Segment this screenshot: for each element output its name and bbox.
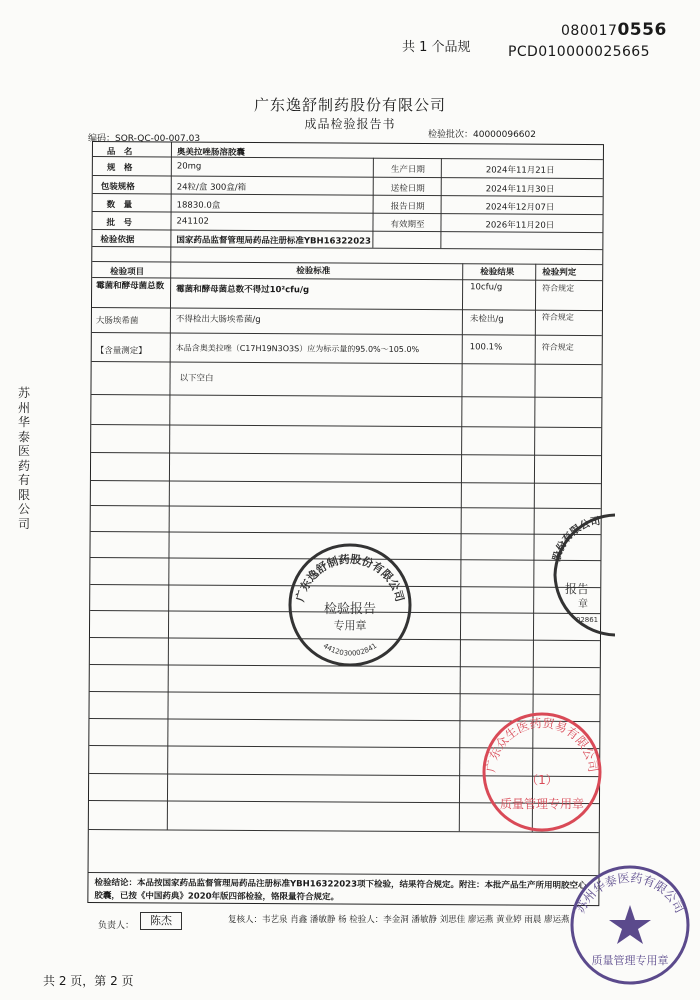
row-item: 霉菌和酵母菌总数 — [96, 281, 165, 292]
conclusion-text: 检验结论：本品按国家药品监督管理局药品注册标准YBH16322023项下检验，结果符合规定。附注：本批产品生产所用明胶空心胶囊，已按《中国药典》2020年版四部检验，铬限量符合规定。 — [94, 878, 587, 903]
basis-label: 检验依据 — [100, 235, 135, 246]
row-standard: 本品含奥美拉唑（C17H19N3O3S）应为标示量的95.0%～105.0% — [175, 343, 420, 355]
quantity-value: 18830.0盒 — [176, 200, 221, 211]
partial-seal-outer-text: 股份有限公司 — [551, 515, 602, 563]
serial-suffix: 0556 — [617, 20, 667, 40]
pcd-serial: PCD010000025665 — [508, 44, 650, 60]
header-judgement: 检验判定 — [542, 267, 577, 278]
expiry-label: 有效期至 — [390, 219, 425, 231]
spec-label: 规 格 — [106, 163, 133, 174]
header-result: 检验结果 — [480, 267, 515, 278]
seal-inner-text: 检验报告 — [323, 602, 377, 617]
partial-seal-code: 02861 — [575, 616, 599, 624]
row-result: 未检出/g — [469, 314, 504, 325]
spec-value: 20mg — [176, 161, 202, 172]
row-item: 大肠埃希菌 — [95, 316, 139, 327]
red-seal-number: （1） — [526, 773, 558, 787]
product-name-label: 品 名 — [106, 147, 133, 158]
row-standard: 霉菌和酵母菌总数不得过10²cfu/g — [176, 284, 310, 296]
corner-seal-inner-text: 质量管理专用章 — [591, 954, 669, 967]
reviewers-text: 复核人：韦艺泉 肖鑫 潘敏静 杨 检验人：李金洞 潘敏静 刘思佳 廖运燕 黄业婷 雨晨 廖运燕 — [228, 915, 570, 925]
serial-prefix: 080017 — [561, 23, 618, 39]
page-number: 共 2 页，第 2 页 — [43, 974, 134, 988]
lot-value: 241102 — [176, 216, 209, 227]
inspection-report-seal — [285, 540, 415, 670]
blank-note: 以下空白 — [179, 373, 214, 384]
row-judgement: 符合规定 — [541, 342, 574, 352]
responsible-label: 负责人： — [98, 921, 135, 931]
row-item: 【含量测定】 — [95, 346, 147, 357]
basis-value: 国家药品监督管理局药品注册标准YBH16322023 — [176, 235, 371, 247]
seal-outer-text: 广东逸舒制药股份有限公司 — [293, 552, 407, 604]
report-date: 2024年12月07日 — [485, 202, 555, 213]
prod-date-label: 生产日期 — [390, 164, 425, 176]
package-label: 包装规格 — [100, 182, 135, 193]
company-title: 广东逸舒制药股份有限公司 — [253, 96, 446, 114]
responsible-signature: 陈杰 — [140, 912, 182, 930]
serial-number — [561, 20, 667, 40]
submit-date-label: 送检日期 — [390, 183, 425, 195]
header-standard: 检验标准 — [296, 266, 331, 277]
prod-date: 2024年11月21日 — [485, 165, 555, 176]
report-title: 成品检验报告书 — [304, 117, 396, 131]
report-date-label: 报告日期 — [390, 201, 425, 213]
product-name: 奥美拉唑肠溶胶囊 — [176, 147, 245, 158]
row-judgement: 符合规定 — [542, 283, 575, 293]
partial-seal-inner-text: 报告 — [564, 582, 590, 596]
corner-seal-outer-text: 苏州华泰医药有限公司 — [573, 870, 687, 916]
submit-date: 2024年11月30日 — [485, 184, 555, 195]
inspection-batch: 检验批次：40000096602 — [428, 130, 536, 140]
lot-label: 批 号 — [106, 218, 133, 229]
row-standard: 不得检出大肠埃希菌/g — [175, 314, 261, 326]
seal-sub-text: 专用章 — [333, 619, 367, 632]
partial-report-seal — [545, 510, 615, 640]
quantity-label: 数 量 — [106, 200, 133, 211]
row-judgement: 符合规定 — [541, 312, 574, 322]
star-icon — [609, 905, 651, 944]
expiry-date: 2026年11月20日 — [485, 220, 555, 231]
package-value: 24粒/盒 300盒/箱 — [176, 182, 247, 193]
partial-seal-sub-text: 章 — [578, 599, 588, 610]
header-item: 检验项目 — [110, 267, 145, 278]
red-seal-outer-text: 广东众生医药贸易有限公司 — [483, 716, 601, 774]
quality-management-seal — [478, 708, 606, 836]
seal-code: 4412030002841 — [321, 641, 379, 658]
product-count: 共 1 个品规 — [402, 40, 471, 55]
corner-company-seal — [565, 860, 695, 990]
row-result: 10cfu/g — [470, 282, 503, 293]
document-code: 编码：SOR-QC-00-007.03 — [88, 134, 201, 144]
side-company-name: 苏州华泰医药有限公司 — [17, 386, 30, 531]
row-result: 100.1% — [469, 342, 503, 353]
red-seal-inner-text: 质量管理专用章 — [499, 797, 585, 811]
